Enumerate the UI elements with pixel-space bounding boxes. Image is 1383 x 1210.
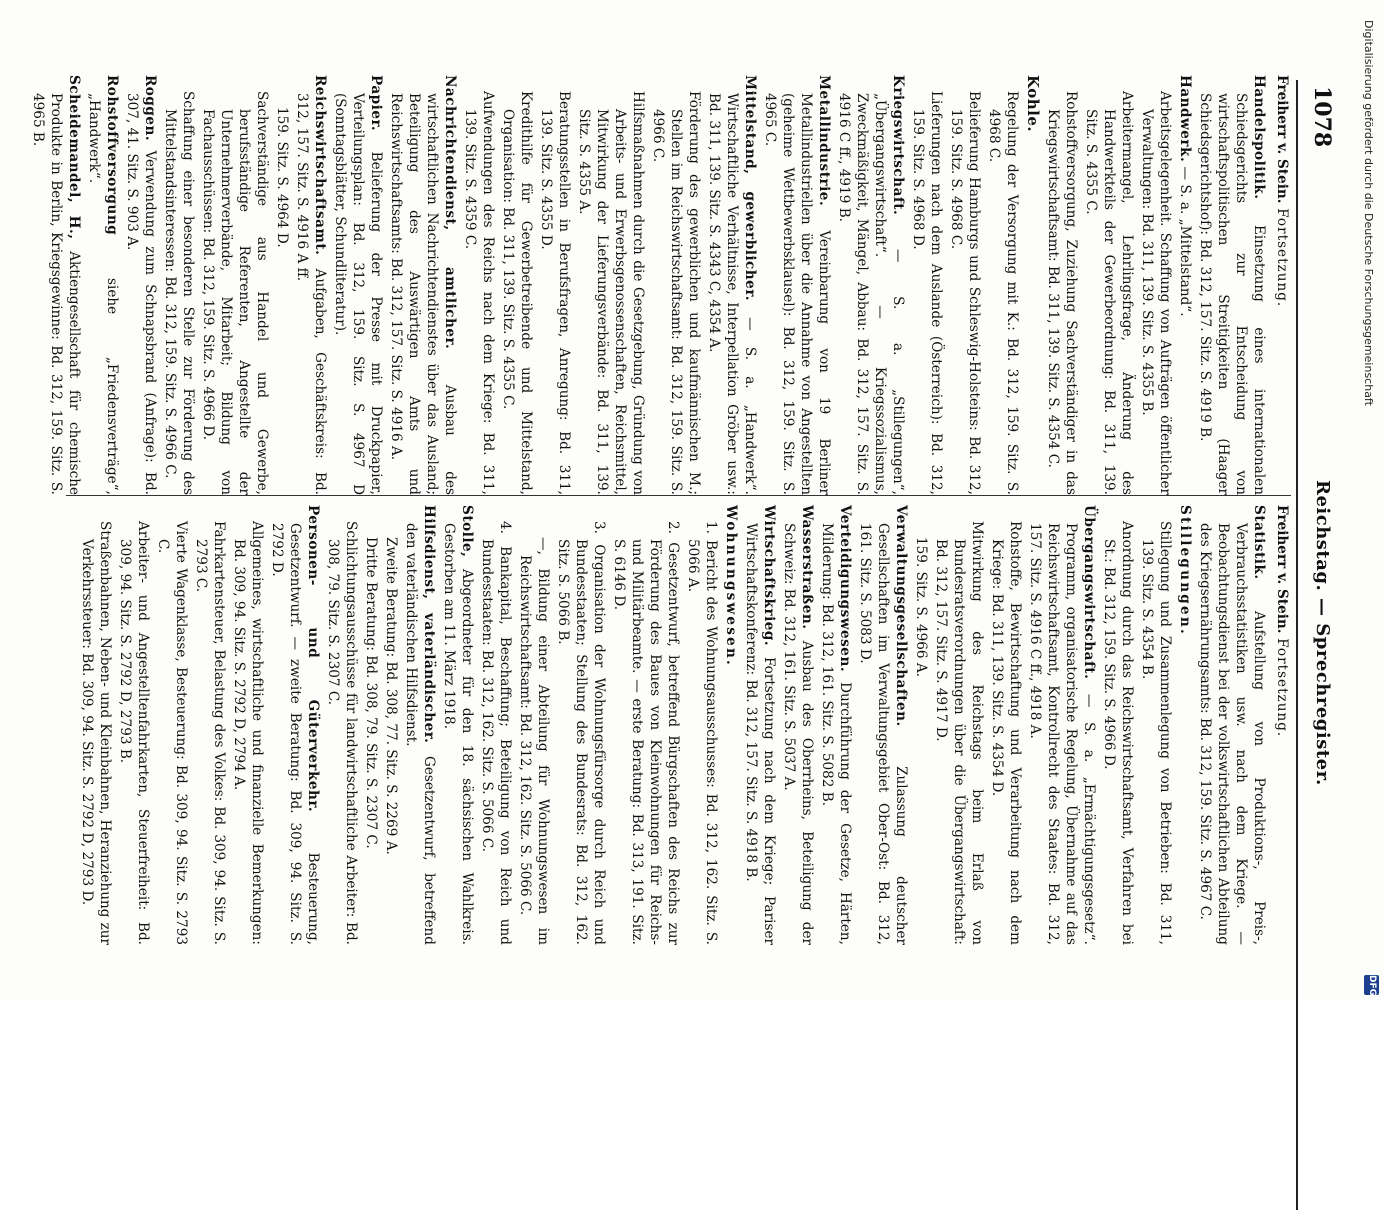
index-entry [293,75,329,495]
entry-term: Rohstoffversorgung [104,75,120,236]
index-entry [161,75,197,495]
entry-term: Statistik. [1251,505,1267,580]
entry-term: Mittelstand, gewerblicher. [742,75,758,301]
entry-term: Übergangswirtschaft. [1081,505,1097,680]
entry-text: Rohstoffe, Bewirtschaftung und Verarbeitung nach dem Kriege: Bd. 311, 139. Sitz. S. 4354 D. [989,521,1023,945]
entry-text: Sachverständige aus Handel und Gewerbe, berufsständige Referenten, Angestellte der Unternehmerverbände, Mitarbeit; Bildung von Fachausschüssen: Bd. 312, 159. Sitz. S. 4966 D. [200,91,270,495]
entry-text: — S. a. „Ermächtigungsgesetz“. Programm, organisatorische Regelung, Übernahme auf das Reichswirtschaftsamt, Kontrollrecht des Staates: Bd. 312, 157. Sitz. S. 4916 C ff., 4918 A. [1027,523,1097,945]
index-entry [742,505,778,945]
column-heading [1273,505,1291,945]
index-entry [1026,505,1098,945]
index-entry [387,75,459,495]
credit-text: Digitalisierung gefördert durch die Deutsche Forschungsgemeinschaft [1362,20,1375,406]
page-number: 1078 [1309,86,1335,148]
entry-term: Stolle, [459,505,475,558]
entry-text: Lieferungen nach dem Auslande (Österreich): Bd. 312, 159. Sitz. S. 4968 D. [910,91,944,495]
entry-term: Wirtschaftskrieg. [761,505,777,647]
entry-text: Arbeiter- und Angestelltenfahrkarten, Steuerfreiheit: Bd. 309, 94. Sitz. S. 2792 D, 2793 B. [117,521,151,945]
index-entry [331,75,385,495]
entry-text: Arbeitermangel, Lehrlingsfrage, Änderung des Handwerkteils der Gewerbeordnung: Bd. 311, 139. Sitz. S. 4355 C. [1083,91,1135,495]
entry-text: Stillegung und Zusammenlegung von Betrieben: Bd. 311, 139. Sitz. S. 4354 B. [1139,521,1173,945]
index-entry [1138,505,1174,945]
index-entry [1100,505,1136,945]
index-entry [123,75,159,495]
entry-text: Beratungsstellen in Berufsfragen, Anregung: Bd. 311, 139. Sitz. S. 4355 D. [538,91,572,495]
index-entry [610,505,682,945]
running-head: Reichstag. — Sprechregister. [1312,480,1333,786]
index-entry [85,75,121,495]
index-entry [575,75,647,495]
entry-text: Vierte Wagenklasse, Besteuerung: Bd. 309, 94. Sitz. S. 2793 C. [155,521,189,945]
index-entry [537,75,573,495]
index-entry [932,505,986,945]
column-heading-continued: Fortsetzung. [1274,638,1290,738]
column-heading-name: Freiherr v. Stein. [1274,505,1290,634]
entry-text: — S. a. „Mittelstand“. [1177,166,1193,317]
index-entry [516,505,552,945]
entry-term: Stillegungen. [1177,505,1193,636]
index-entry [722,505,740,945]
index-entry [382,505,400,945]
index-entry [835,75,907,495]
entry-text: Fahrkartensteuer, Belastung des Volkes: Bd. 309, 94. Sitz. S. 2793 C. [193,521,227,945]
entry-term: Scheidemandel, H., [66,75,82,240]
index-entry [554,505,608,945]
index-entry [705,75,759,495]
entry-text: Schlichtungsausschüsse für landwirtschaftliche Arbeiter: Bd. 308, 79. Sitz. S. 2307 C. [325,521,359,945]
entry-text: — S. a. „Handwerk“. Wirtschaftliche Verhältnisse, Interpellation Gröber usw.: Bd. 311, 139. Sitz. S. 4343 C, 4354 A. [706,93,758,495]
column-heading-name: Freiherr v. Stein. [1274,75,1290,204]
entry-term: Kohle. [1024,75,1042,133]
entry-text: Ausbau des wirtschaftlichen Nachrichtendienstes über das Ausland; Beteiligung des Auswärtigen Amts und Reichswirtschaftsamts: Bd. 312, 157. Sitz. S. 4916 A. [388,93,458,495]
index-entry [1196,505,1268,945]
entry-term: Nachrichtendienst, amtlicher. [442,75,458,350]
entry-text: —, Bildung einer Abteilung für Wohnungswesen im Reichswirtschaftsamt: Bd. 312, 162. Sitz. S. 5066 C. [517,537,551,945]
entry-term: Metallindustrie. [816,75,832,207]
index-entry [199,75,271,495]
entry-text: Anordnung durch das Reichswirtschaftsamt, Verfahren bei St.: Bd. 312, 159. Sitz. S. 4966 D. [1101,521,1135,945]
column-heading-continued: Fortsetzung. [1274,208,1290,308]
entry-text: Dritte Beratung: Bd. 308, 79. Sitz. S. 2307 C. [363,537,379,849]
index-entry [912,505,930,945]
entry-term: Handwerk. [1177,75,1193,163]
entry-term: Roggen. [142,75,158,142]
header-rule [1296,80,1298,1210]
entry-text: Aufgaben, Geschäftskreis: Bd. 312, 157. Sitz. S. 4916 A ff. [294,93,328,495]
index-entry [818,505,854,945]
left-entry-list [29,75,1268,495]
entry-text: 1. Bericht des Wohnungsausschusses: Bd. 312, 162. Sitz. S. 5066 A. [685,521,719,945]
entry-text: 159. Sitz. S. 4964 D. [274,107,290,248]
index-entry [192,505,228,945]
entry-text: Einsetzung eines internationalen Schiedsgerichts zur Entscheidung von wirtschaftspolitischen Streitigkeiten (Haager Schiedsgerichtshof): Bd. 312, 157. Sitz. S. 4919 B. [1197,93,1267,495]
entry-text: Kredithilfe für Gewerbetreibende und Mittelstand, Organisation: Bd. 311, 139. Sitz. S. 4355 C. [500,91,534,495]
index-entry [1176,75,1194,495]
index-entry [116,505,152,945]
entry-text: siehe „Friedensverträge“, „Handwerk“. [86,93,120,495]
entry-text: Besteuerung, Gesetzentwurf. — zweite Beratung: Bd. 309, 94. Sitz. S. 2792 D. [269,523,321,945]
index-entry [1176,505,1194,945]
index-entry [1196,75,1268,495]
entry-term: Papier. [368,75,384,132]
index-entry [461,75,497,495]
entry-text: Allgemeines, wirtschaftliche und finanzielle Bemerkungen: Bd. 309, 94. Sitz. S. 2792 D, 2794 A. [231,521,265,945]
entry-text: Mitwirkung des Reichstags beim Erlaß von Bundesratsverordnungen über die Übergangswirtschaft: Bd. 312, 157. Sitz. S. 4917 D. [933,521,985,945]
right-entry-list [78,505,1268,945]
entry-text: Ausbau des Oberrheins, Beteiligung der Schweiz: Bd. 312, 161. Sitz. S. 5037 A. [781,523,815,945]
entry-text: Rohstoffversorgung, Zuziehung Sachverständiger in das Kriegswirtschaftsamt: Bd. 311, 139. Sitz. S. 4354 C. [1045,91,1079,495]
column-divider [66,495,1291,496]
entry-text: — S. a. „Stillegungen“, „Übergangswirtschaft“. — Kriegssozialismus, Zweckmäßigkeit, Mängel, Abbau: Bd. 312, 157. Sitz. S. 4916 C ff., 4919 B. [836,93,906,495]
entry-term: Personen- und Güterverkehr. [305,505,321,813]
entry-text: 159. Sitz. S. 4966 A. [913,537,929,678]
column-heading [1273,75,1291,495]
entry-text: Durchführung der Gesetze, Härten, Milderung: Bd. 312, 161. Sitz. S. 5082 B. [819,523,853,946]
entry-text: 3. Organisation der Wohnungsfürsorge durch Reich und Bundesstaaten; Stellung des Bundesrats: Bd. 312, 162. Sitz. S. 5066 B. [555,521,607,945]
entry-text: Straßenbahnen, Neben- und Kleinbahnen, Heranziehung zur Verkehrssteuer: Bd. 309, 94. Sitz. S. 2792 D, 2793 D. [79,521,113,945]
entry-text: Arbeitsgelegenheit. Schaffung von Aufträgen öffentlicher Verwaltungen: Bd. 311, 139. Sitz. S. 4355 B. [1139,91,1173,495]
entry-text: Fortsetzung nach dem Kriege; Pariser Wirtschaftskonferenz: Bd. 312, 157. Sitz. S. 4918 B. [743,523,777,945]
entry-text: Förderung des gewerblichen und kaufmännischen M.; Stellen im Reichswirtschaftsamt: Bd. 312, 159. Sitz. S. 4966 C. [650,91,702,495]
index-entry [1044,75,1080,495]
entry-text: 2. Gesetzentwurf, betreffend Bürgschaften des Reichs zur Förderung des Baues von Kleinwohnungen für Reichs- und Militärbeamte. — erste Beratung: Bd. 313, 191. Sitz. S. 6146 D. [611,521,681,945]
index-entry [440,505,476,945]
left-column [27,75,1291,495]
entry-text: Abgeordneter für den 18. sächsischen Wahlkreis. Gestorben am 11. März 1918. [441,523,475,945]
entry-text: Aktiengesellschaft für chemische Produkte in Berlin, Kriegsgewinne: Bd. 312, 159. Sitz. S. 4965 B. [30,93,82,495]
index-entry [230,505,266,945]
index-entry [985,75,1021,495]
index-entry [1138,75,1174,495]
index-entry [29,75,83,495]
index-entry [1023,75,1042,495]
entry-text: Aufwendungen des Reichs nach dem Kriege: Bd. 311, 139. Sitz. S. 4359 C. [462,91,496,495]
index-entry [1082,75,1136,495]
index-entry [78,505,114,945]
entry-term: Verteidigungswesen. [837,505,853,673]
index-entry [761,75,833,495]
index-entry [649,75,703,495]
entry-text: Vereinbarung von 19 Berliner Metallindustriellen über die Annahme von Angestellten (geheime Wettbewerbsklausel): Bd. 312, 159. Sitz. S. 4965 C. [762,93,832,495]
entry-term: Kriegswirtschaft. [890,75,906,216]
index-entry [154,505,190,945]
entry-text: Schaffung einer besonderen Stelle zur Förderung des Mittelstandsinteressen: Bd. 312, 159. Sitz. S. 4966 C. [162,91,196,495]
index-entry [362,505,380,945]
entry-term: Hilfsdienst, vaterländischer. [421,505,437,744]
index-entry [402,505,438,945]
entry-text: Gesetzentwurf, betreffend den vaterländischen Hilfsdienst. [403,523,437,945]
index-entry [909,75,945,495]
index-entry [856,505,910,945]
entry-text: Zweite Beratung: Bd. 308, 77. Sitz. S. 2269 A. [383,537,399,855]
right-column [76,505,1291,945]
entry-term: Wohnungswesen. [723,505,739,667]
entry-text: Verwendung zum Schnapsbrand (Anfrage): Bd. 307, 41. Sitz. S. 903 A. [124,93,158,495]
dfg-logo: DFG [1364,975,1379,995]
entry-text: Belieferung der Presse mit Druckpapier, Verteilungsplan: Bd. 312, 159. Sitz. S. 4967 D (Sonntagsblätter, Schundliteratur). [332,93,384,495]
index-entry [478,505,514,945]
index-entry [780,505,816,945]
index-entry [499,75,535,495]
entry-term: Wasserstraßen. [799,505,815,630]
index-entry [684,505,720,945]
entry-text: Belieferung Hamburgs und Schleswig-Holsteins: Bd. 312, 159. Sitz. S. 4968 C. [948,91,982,495]
entry-term: Verwaltungsgesellschaften. [893,505,909,727]
index-entry [324,505,360,945]
entry-text: Regelung der Versorgung mit K.: Bd. 312, 159. Sitz. S. 4968 C. [986,91,1020,495]
entry-term: Reichswirtschaftsamt. [312,75,328,256]
entry-term: Handelspolitik. [1251,75,1267,200]
entry-text: Hilfsmaßnahmen durch die Gesetzgebung, Gründung von Arbeits- und Erwerbsgenossenschaften, Reichsmittel, Mitwirkung der Lieferungsverbände: Bd. 311, 139. Sitz. S. 4355 A. [576,91,646,495]
index-entry [273,75,291,495]
entry-text: Zulassung deutscher Gesellschaften im Verwaltungsgebiet Ober-Ost: Bd. 312, 161. Sitz. S. 5083 D. [857,523,909,945]
index-entry [988,505,1024,945]
entry-text: Aufstellung von Produktions-, Preis-, Verbrauchsstatistiken usw. nach dem Kriege. — Beobachtungsdienst bei der volkswirtschaftlichen Abteilung des Kriegsernährungsamts: Bd. 312, 159. Sitz. S. 4967 C. [1197,523,1267,945]
entry-text: 4. Bankapital, Beschaffung; Beteiligung von Reich und Bundesstaaten: Bd. 312, 162. Sitz. S. 5066 C. [479,521,513,945]
index-entry [268,505,322,945]
index-entry [947,75,983,495]
